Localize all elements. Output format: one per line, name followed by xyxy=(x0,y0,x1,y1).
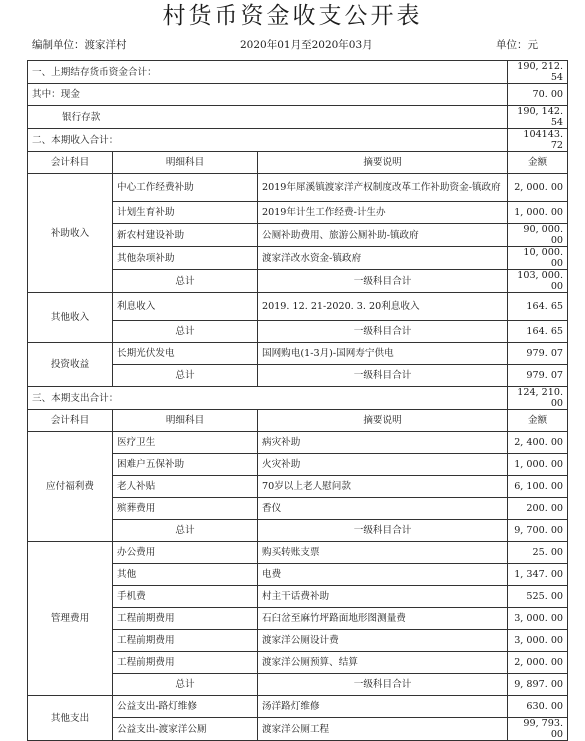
column-header: 金额 xyxy=(508,152,568,174)
amount: 1, 347. 00 xyxy=(508,564,568,586)
summary-description: 石臼岔至麻竹坪路面地形图测量费 xyxy=(258,608,508,630)
cash-value: 70. 00 xyxy=(508,84,568,106)
detail-account: 手机费 xyxy=(113,586,258,608)
summary-description: 渡家洋公厕工程 xyxy=(258,718,508,741)
carryover-value: 190, 212. 54 xyxy=(508,61,568,84)
subtotal-amount: 103, 000. 00 xyxy=(508,270,568,293)
income-total-value: 104143. 72 xyxy=(508,129,568,152)
summary-description: 70岁以上老人慰问款 xyxy=(258,476,508,498)
summary-description: 国网购电(1-3月)-国网寿宁供电 xyxy=(258,343,508,365)
account-subject: 其他支出 xyxy=(28,696,113,741)
amount: 99, 793. 00 xyxy=(508,718,568,741)
column-header-row xyxy=(28,152,568,174)
table-row xyxy=(28,696,568,718)
currency-unit: 单位：元 xyxy=(496,39,538,51)
detail-account: 医疗卫生 xyxy=(113,432,258,454)
income-section-row xyxy=(28,129,568,152)
bank-label: 银行存款 xyxy=(28,106,508,129)
summary-description: 公厕补助费用、旅游公厕补助-镇政府 xyxy=(258,224,508,247)
detail-account: 计划生育补助 xyxy=(113,202,258,224)
detail-account: 殡葬费用 xyxy=(113,498,258,520)
summary-row xyxy=(28,84,568,106)
report-period: 2020年01月至2020年03月 xyxy=(240,39,373,51)
summary-description: 2019年计生工作经费-计生办 xyxy=(258,202,508,224)
column-header: 会计科目 xyxy=(28,410,113,432)
level-one-sum-label: 一级科目合计 xyxy=(258,520,508,542)
level-one-sum-label: 一级科目合计 xyxy=(258,674,508,696)
subtotal-label: 总计 xyxy=(113,365,258,387)
summary-description: 电费 xyxy=(258,564,508,586)
amount: 3, 000. 00 xyxy=(508,608,568,630)
detail-account: 公益支出-渡家洋公厕 xyxy=(113,718,258,741)
account-subject: 应付福利费 xyxy=(28,432,113,542)
expense-total-value: 124, 210. 00 xyxy=(508,387,568,410)
detail-account: 长期光伏发电 xyxy=(113,343,258,365)
detail-account: 公益支出-路灯维修 xyxy=(113,696,258,718)
amount: 2, 000. 00 xyxy=(508,174,568,202)
detail-account: 利息收入 xyxy=(113,293,258,321)
column-header: 明细科目 xyxy=(113,410,258,432)
detail-account: 困难户五保补助 xyxy=(113,454,258,476)
table-row xyxy=(28,343,568,365)
expense-section-row xyxy=(28,387,568,410)
detail-account: 办公费用 xyxy=(113,542,258,564)
amount: 200. 00 xyxy=(508,498,568,520)
ledger-table xyxy=(27,60,568,741)
summary-description: 渡家洋改水资金-镇政府 xyxy=(258,247,508,270)
detail-account: 新农村建设补助 xyxy=(113,224,258,247)
subtotal-label: 总计 xyxy=(113,520,258,542)
amount: 2, 000. 00 xyxy=(508,652,568,674)
subtotal-label: 总计 xyxy=(113,321,258,343)
summary-description: 村主干话费补助 xyxy=(258,586,508,608)
summary-description: 购买转账支票 xyxy=(258,542,508,564)
column-header: 摘要说明 xyxy=(258,152,508,174)
summary-description: 病灾补助 xyxy=(258,432,508,454)
table-row xyxy=(28,432,568,454)
summary-description: 2019. 12. 21-2020. 3. 20利息收入 xyxy=(258,293,508,321)
carryover-label: 一、上期结存货币资金合计： xyxy=(28,61,508,84)
subtotal-label: 总计 xyxy=(113,674,258,696)
summary-row xyxy=(28,106,568,129)
summary-description: 渡家洋公厕设计费 xyxy=(258,630,508,652)
amount: 2, 400. 00 xyxy=(508,432,568,454)
detail-account: 工程前期费用 xyxy=(113,608,258,630)
column-header: 明细科目 xyxy=(113,152,258,174)
income-total-label: 二、本期收入合计： xyxy=(28,129,508,152)
table-row xyxy=(28,293,568,321)
amount: 979. 07 xyxy=(508,343,568,365)
level-one-sum-label: 一级科目合计 xyxy=(258,365,508,387)
account-subject: 补助收入 xyxy=(28,174,113,293)
column-header-row xyxy=(28,410,568,432)
amount: 90, 000. 00 xyxy=(508,224,568,247)
detail-account: 工程前期费用 xyxy=(113,652,258,674)
table-row xyxy=(28,542,568,564)
amount: 164. 65 xyxy=(508,293,568,321)
column-header: 会计科目 xyxy=(28,152,113,174)
amount: 525. 00 xyxy=(508,586,568,608)
detail-account: 老人补贴 xyxy=(113,476,258,498)
account-subject: 投资收益 xyxy=(28,343,113,387)
summary-description: 渡家洋公厕预算、结算 xyxy=(258,652,508,674)
ledger-body xyxy=(28,61,568,741)
amount: 6, 100. 00 xyxy=(508,476,568,498)
amount: 1, 000. 00 xyxy=(508,202,568,224)
summary-description: 香仪 xyxy=(258,498,508,520)
table-row xyxy=(28,174,568,202)
amount: 25. 00 xyxy=(508,542,568,564)
amount: 3, 000. 00 xyxy=(508,630,568,652)
subtotal-amount: 979. 07 xyxy=(508,365,568,387)
subtotal-amount: 9, 700. 00 xyxy=(508,520,568,542)
amount: 630. 00 xyxy=(508,696,568,718)
subtotal-amount: 164. 65 xyxy=(508,321,568,343)
level-one-sum-label: 一级科目合计 xyxy=(258,321,508,343)
cash-label: 其中：现金 xyxy=(28,84,508,106)
summary-row xyxy=(28,61,568,84)
detail-account: 其他 xyxy=(113,564,258,586)
column-header: 摘要说明 xyxy=(258,410,508,432)
account-subject: 管理费用 xyxy=(28,542,113,696)
detail-account: 工程前期费用 xyxy=(113,630,258,652)
compiling-unit: 编制单位：渡家洋村 xyxy=(32,39,127,51)
subtotal-label: 总计 xyxy=(113,270,258,293)
subtotal-amount: 9, 897. 00 xyxy=(508,674,568,696)
page-title: 村货币资金收支公开表 xyxy=(162,3,423,29)
detail-account: 中心工作经费补助 xyxy=(113,174,258,202)
expense-total-label: 三、本期支出合计： xyxy=(28,387,508,410)
amount: 10, 000. 00 xyxy=(508,247,568,270)
summary-description: 火灾补助 xyxy=(258,454,508,476)
amount: 1, 000. 00 xyxy=(508,454,568,476)
account-subject: 其他收入 xyxy=(28,293,113,343)
bank-value: 190, 142. 54 xyxy=(508,106,568,129)
detail-account: 其他杂项补助 xyxy=(113,247,258,270)
summary-description: 2019年犀溪镇渡家洋产权制度改革工作补助资金-镇政府 xyxy=(258,174,508,202)
level-one-sum-label: 一级科目合计 xyxy=(258,270,508,293)
column-header: 金额 xyxy=(508,410,568,432)
summary-description: 汤洋路灯维修 xyxy=(258,696,508,718)
